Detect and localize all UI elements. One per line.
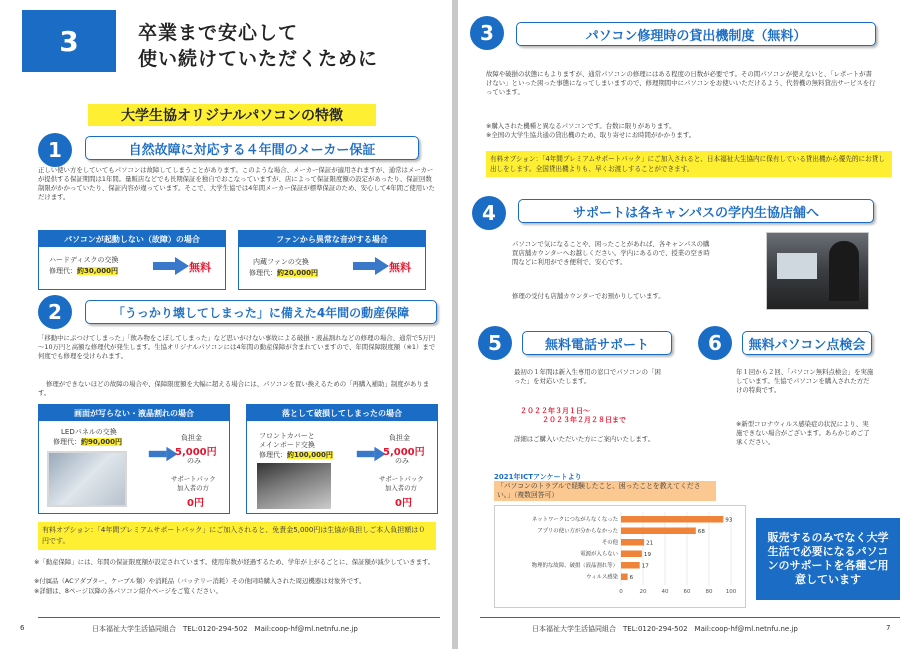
section-6-number: 6 (698, 326, 732, 360)
dropped-laptop-photo (257, 463, 331, 509)
footer-contact: 日本福祉大学生活協同組合 TEL:0120-294-502 Mail:coop-hf@ml.netnfu.ne.jp (532, 625, 798, 633)
bar-value-label: 19 (643, 552, 652, 558)
x-tick-label: 40 (661, 589, 669, 595)
repair-item: 内蔵ファンの交換 (253, 258, 309, 266)
bar (621, 528, 696, 535)
section-2-title: 「うっかり壊してしまった」に備えた4年間の動産保障 (85, 300, 437, 324)
burden-label: 負担金 (389, 434, 410, 442)
bar (621, 574, 628, 581)
bar-value-label: 17 (641, 563, 649, 570)
repair-cost-prefix: 修理代： (53, 438, 81, 446)
repair-cost: 約30,000円 (77, 267, 119, 275)
footnote-3: ※詳細は、8ページ以降の各パソコン紹介ページをご覧ください。 (34, 587, 222, 595)
card-head: 画面が写らない・液晶割れの場合 (39, 405, 229, 421)
feature-heading: 大学生協オリジナルパソコンの特徴 (88, 104, 376, 126)
burden-label: 負担金 (181, 434, 202, 442)
support-pack-member-label: 加入者の方 (385, 484, 417, 492)
section-6-body2: ※新型コロナウィルス感染症の状況により、実施できない場合がございます。あらかじめご了承ください。 (736, 420, 870, 446)
footnote-1: ※「動産保障」には、年間の保証限度額が設定されています。使用年数が経過するため、学年が上がるごとに、保証額が減少していきます。 (34, 558, 435, 566)
laptop-photo (47, 451, 127, 507)
category-label: 電源が入らない (580, 551, 618, 558)
bar-value-label: 6 (629, 575, 634, 581)
repair-item: ハードディスクの交換 (49, 256, 119, 264)
left-page (0, 0, 452, 649)
x-tick-label: 60 (683, 589, 691, 595)
promo-box (756, 518, 900, 600)
repair-cost: 約100,000円 (287, 451, 333, 459)
bar (621, 551, 642, 558)
arrow-icon (175, 257, 189, 275)
x-tick-label: 0 (619, 589, 623, 595)
burden-amount: 5,000円 (175, 447, 217, 458)
section-4-body2: 修理の受付も店舗カウンターでお預かりしています。 (512, 292, 665, 300)
category-label: 物理的な故障、破損（液晶割れ等） (531, 563, 618, 569)
bar-value-label: 93 (725, 517, 733, 524)
x-tick-label: 80 (705, 589, 713, 595)
right-page (458, 0, 911, 649)
repair-cost: 約90,000円 (81, 438, 123, 446)
card-fan-noise (238, 230, 426, 290)
card-dropped (246, 404, 438, 514)
repair-item-2: メインボード交換 (259, 441, 315, 449)
category-label: ネットワークにつながらなくなった (531, 517, 618, 523)
page-title-line2: 使い続けていただくために (138, 48, 379, 70)
section-5-number: 5 (478, 326, 512, 360)
card-head: パソコンが起動しない（故障）の場合 (39, 231, 225, 247)
support-pack-label: サポートパック (379, 475, 424, 483)
section-1-body: 正しい使い方をしていてもパソコンは故障してしまうことがあります。このような場合、メーカー保証が適用されますが、通常はメーカーが提供する保証期間は1年間。量販店などでも長期保証を独自でおこなっていますが、店によって保証限度額の設定があったり、保証回数制限がかかっていたり、保証内容が違っています。そこで、大学生協では4年間メーカー保証が標準保証のため、安心して4年間ご使用いただけます。 (38, 166, 435, 201)
section-3-note2: ※全国の大学生協共通の貸出機のため、取り寄せにお時間がかかります。 (486, 131, 696, 139)
survey-title: 2021年ICTアンケートより (494, 473, 582, 481)
footer-divider (480, 617, 900, 618)
section-number-badge: 3 (22, 10, 116, 72)
card-head: ファンから異常な音がする場合 (239, 231, 425, 247)
survey-question: 「パソコンのトラブルで経験したこと、困ったことを教えてください。」（複数回答可） (494, 481, 716, 501)
section-3-number: 3 (470, 16, 504, 50)
section-4-title: サポートは各キャンパスの学内生協店舗へ (518, 199, 874, 223)
repair-item: LEDパネルの交換 (61, 428, 117, 436)
zero-amount: 0円 (187, 498, 204, 509)
card-screen-broken (38, 404, 230, 514)
section-3-note1: ※購入された機種と異なるパソコンです。台数に限りがあります。 (486, 122, 676, 130)
only-label: のみ (187, 457, 201, 465)
section-2-body2: 修理ができないほどの故障の場合や、保障限度額を大幅に超える場合には、パソコンを買い換えるための「再購入補助」制度があります。 (38, 380, 430, 397)
promo-text: 販売するのみでなく大学生活で必要になるパソコンのサポートを各種ご用意しています (767, 531, 889, 586)
section-3-body: 故障や破損の状態にもよりますが、通常パソコンの修理にはある程度の日数が必要です。その間パソコンが使えないと、「レポートが書けない」といった困った事態になってしまいますので、修理期間中にパソコンをお使いいただけるよう、代替機の無料貸出サービスを行っています。 (486, 70, 876, 96)
repair-cost: 約20,000円 (277, 269, 319, 277)
section-4-number: 4 (472, 196, 506, 230)
card-head: 落として破損してしまったの場合 (247, 405, 437, 421)
store-counter-photo (766, 232, 869, 310)
page-number: 7 (886, 624, 891, 632)
bar-value-label: 21 (646, 540, 654, 547)
section-5-body2: 詳細はご購入いただいた方にご案内いたします。 (514, 435, 655, 443)
bar-value-label: 68 (697, 529, 705, 535)
repair-cost-label (259, 450, 333, 460)
zero-amount: 0円 (395, 498, 412, 509)
section-1-number: 1 (38, 133, 72, 167)
photo-screen (777, 253, 817, 279)
support-pack-member-label: 加入者の方 (177, 484, 209, 492)
section-2-number: 2 (38, 295, 72, 329)
category-label: その他 (601, 540, 618, 546)
section-5-title: 無料電話サポート (522, 331, 672, 355)
x-tick-label: 20 (639, 589, 647, 595)
section-6-body: 年１回から２回、「パソコン無料点検会」を実施しています。生協でパソコンを購入された方だけの特典です。 (736, 368, 874, 394)
support-pack-label: サポートパック (171, 475, 216, 483)
period-start: ２０２２年３月１日～ (520, 407, 590, 415)
repair-item: フロントカバーと (259, 432, 315, 440)
page-title-line1: 卒業まで安心して (138, 22, 299, 44)
only-label: のみ (395, 457, 409, 465)
option-note: 有料オプション：「4年間プレミアムサポートパック」にご加入されると、免責金5,000円は生協が負担しご本人負担額は０円です。 (38, 522, 436, 550)
card-pc-not-booting (38, 230, 226, 290)
repair-cost-label (49, 266, 118, 276)
footer-contact: 日本福祉大学生活協同組合 TEL:0120-294-502 Mail:coop-hf@ml.netnfu.ne.jp (92, 625, 358, 633)
bar (621, 516, 723, 523)
footer-divider (38, 617, 440, 618)
repair-cost-prefix: 修理代： (249, 269, 277, 277)
section-3-title: パソコン修理時の貸出機制度（無料） (516, 22, 876, 46)
survey-chart-frame (494, 505, 746, 608)
period-end: ２０２３年２月２８日まで (542, 416, 626, 424)
x-tick-label: 100 (725, 589, 737, 595)
section-3-option: 有料オプション：「4年間プレミアムサポートパック」にご加入されると、日本福祉大生協内に保有している貸出機から優先的にお貸し出しをします。全国貸出機よりも、早くお渡しすることができます。 (486, 151, 892, 177)
arrow-icon (375, 257, 389, 275)
bar (621, 562, 640, 569)
free-label: 無料 (189, 261, 211, 274)
footnote-2: ※付属品（ACアダプター、ケーブル類）や消耗品（バッテリー消耗）その他同時購入された周辺機器は対象外です。 (34, 577, 366, 585)
bar (621, 539, 644, 546)
section-6-title: 無料パソコン点検会 (742, 331, 872, 355)
photo-person (829, 241, 859, 301)
section-5-body: 最初の１年間は新入生専用の窓口でパソコンの「困った」を対応いたします。 (514, 368, 661, 385)
section-4-body: パソコンで気になることや、困ったことがあれば、各キャンパスの購買店舗カウンターへお越しください。学内にあるので、授業の空き時間などに利用ができ便利で、安心です。 (512, 240, 710, 266)
burden-amount: 5,000円 (383, 447, 425, 458)
repair-cost-label (53, 437, 122, 447)
free-label: 無料 (389, 261, 411, 274)
section-1-title: 自然故障に対応する４年間のメーカー保証 (85, 136, 419, 160)
repair-cost-label (249, 268, 318, 278)
survey-chart (495, 506, 747, 609)
repair-cost-prefix: 修理代： (49, 267, 77, 275)
category-label: ウィルス感染 (586, 574, 618, 581)
section-2-body1: 「移動中にぶつけてしまった」「飲み物をこぼしてしまった」など思いがけない事故による破損・液晶割れなどの修理の場合、通常で5万円～10万円と高額な修理代が発生します。生協オリジナルパソコンには4年間の動産保障が含まれていますので、年間保障限度額（※1）まで何度でも修理を受けられます。 (38, 334, 436, 360)
repair-cost-prefix: 修理代： (259, 451, 287, 459)
page-number: 6 (20, 624, 25, 632)
category-label: アプリの使い方が分からなかった (537, 528, 618, 535)
